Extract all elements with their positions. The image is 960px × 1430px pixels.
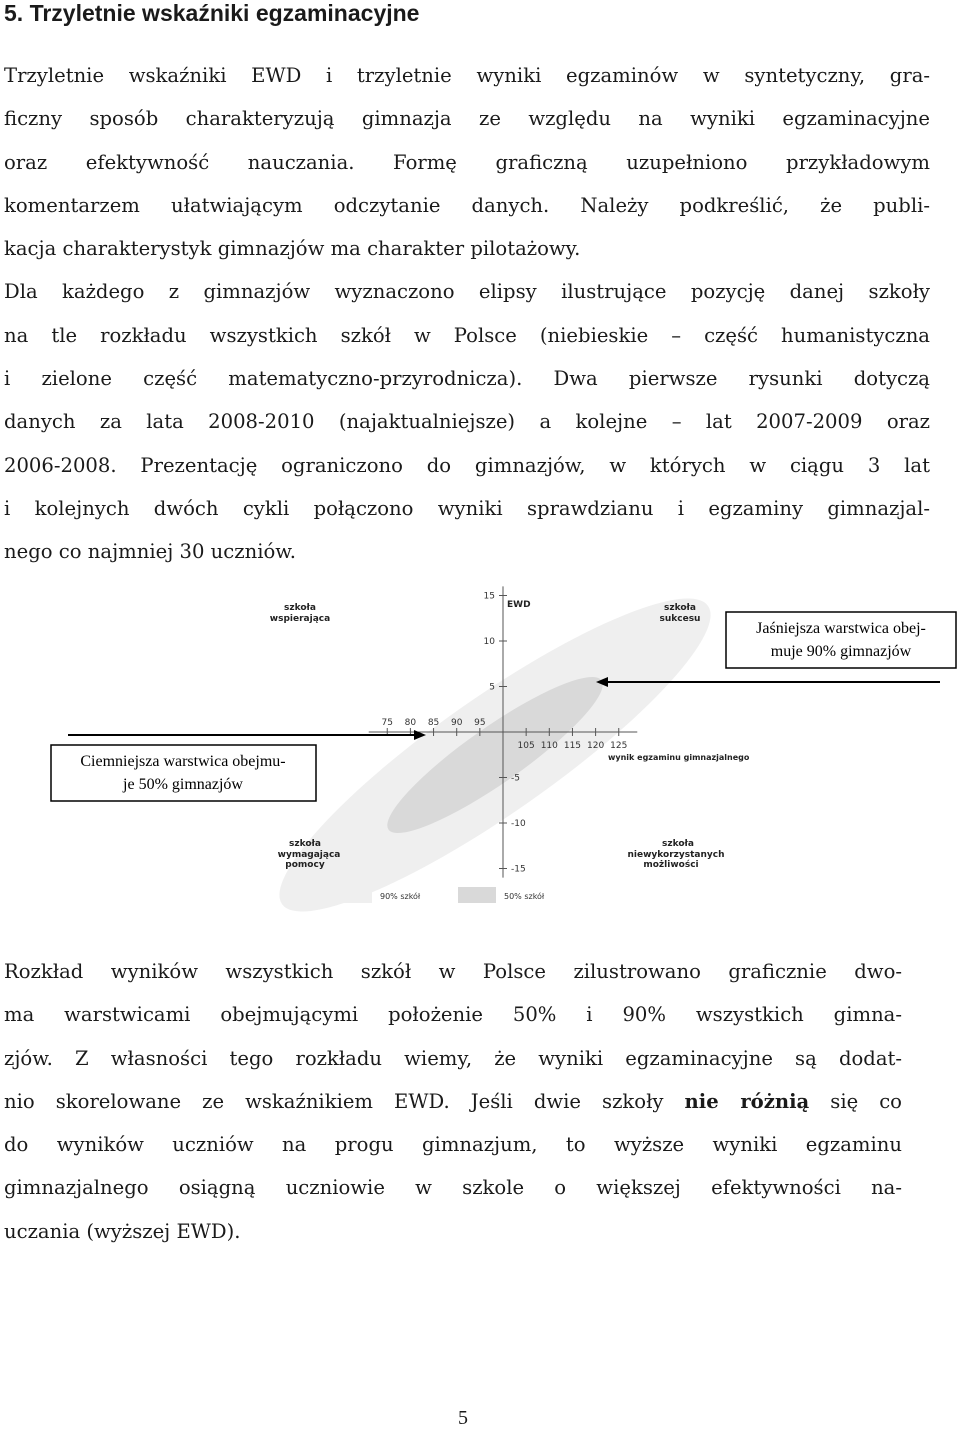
quadrant-label-top-right: szkoła [664,603,696,613]
text-line: komentarzem ułatwiającym odczytanie danych. Należy podkreślić, że publi- [4,193,930,217]
quadrant-label-bottom-left: wymagająca [277,850,341,860]
quadrant-label-bottom-left: pomocy [285,860,325,870]
callout-right-line: Jaśniejsza warstwica obej- [756,620,926,637]
x-tick-label: 105 [517,741,535,751]
text-line: ma warstwicami obejmującymi położenie 50% i 90% wszystkich gimna- [4,1003,902,1027]
text-line: Dla każdego z gimnazjów wyznaczono elipsy ilustrujące pozycję danej szkoły [4,280,930,304]
distribution-paragraph [4,950,902,1253]
legend-swatch-50 [458,887,496,903]
y-tick-label: 5 [489,682,495,693]
x-tick-label: 90 [450,718,463,728]
quadrant-label-bottom-right: możliwości [643,860,699,870]
text-line: kacja charakterystyk gimnazjów ma charakter pilotażowy. [4,237,581,261]
y-tick-label: -5 [511,773,520,784]
legend-label-90: 90% szkół [380,892,421,901]
callout-right-line: muje 90% gimnazjów [770,643,912,660]
quadrant-label-top-right: sukcesu [659,614,701,624]
text-line: oraz efektywność nauczania. Formę graficzną uzupełniono przykładowym [4,150,930,174]
text-line: nego co najmniej 30 uczniów. [4,540,296,564]
text-line: i kolejnych dwóch cykli połączono wyniki sprawdzianu i egzaminy gimnazjal- [4,496,930,520]
x-tick-label: 125 [610,741,628,751]
text-line-with-emphasis [4,1080,902,1123]
text-line: gimnazjalnego osiągną uczniowie w szkole o większej efektywności na- [4,1176,902,1200]
text-line: danych za lata 2008-2010 (najaktualniejsze) a kolejne – lat 2007-2009 oraz [4,410,930,434]
x-tick-label: 80 [404,718,417,728]
page-number: 5 [458,1407,468,1429]
quadrant-label-top-left: wspierająca [269,614,331,624]
text-line: uczania (wyższej EWD). [4,1219,241,1243]
y-tick-label: 15 [483,591,495,602]
section-heading: 5. Trzyletnie wskaźniki egzaminacyjne [4,0,420,26]
x-tick-label: 75 [381,718,393,728]
figure-legend [334,887,545,903]
text-segment: nio skorelowane ze wskaźnikiem EWD. Jeśli dwie szkoły [4,1089,664,1113]
x-tick-label: 110 [540,741,558,751]
x-tick-label: 120 [587,741,605,751]
legend-swatch-90 [334,887,372,903]
text-line: Rozkład wyników wszystkich szkół w Polsce zilustrowano graficznie dwo- [4,960,902,983]
y-tick-label: -15 [511,864,526,875]
callout-left-line: Ciemniejsza warstwica obejmu- [80,753,286,770]
text-line: 2006-2008. Prezentację ograniczono do gimnazjów, w których w ciągu 3 lat [4,453,930,477]
ewd-figure [0,580,960,920]
y-tick-label: 10 [483,637,495,647]
text-line: na tle rozkładu wszystkich szkół w Polsce (niebieskie – część humanistyczna [4,323,930,347]
x-axis-label: wynik egzaminu gimnazjalnego [608,753,750,762]
intro-paragraph [4,54,930,574]
text-line: zjów. Z własności tego rozkładu wiemy, że wyniki egzaminacyjne są dodat- [4,1046,902,1070]
quadrant-label-bottom-right: niewykorzystanych [627,850,725,860]
text-line: i zielone część matematyczno-przyrodnicza). Dwa pierwsze rysunki dotyczą [4,367,930,391]
y-tick-label: -10 [511,819,526,829]
emphasis-text: nie różnią [684,1089,810,1113]
quadrant-label-bottom-right: szkoła [662,839,694,849]
quadrant-label-bottom-left: szkoła [289,839,321,849]
callout-left-line: je 50% gimnazjów [123,776,243,793]
quadrant-label-top-left: szkoła [284,603,316,613]
text-line: ficzny sposób charakteryzują gimnazja ze względu na wyniki egzaminacyjne [4,107,930,131]
text-line: Trzyletnie wskaźniki EWD i trzyletnie wyniki egzaminów w syntetyczny, gra- [4,64,930,87]
legend-label-50: 50% szkół [504,892,545,901]
x-tick-label: 85 [427,718,440,728]
x-tick-label: 95 [474,718,486,728]
x-tick-label: 115 [563,741,582,751]
text-line: do wyników uczniów na progu gimnazjum, to wyższe wyniki egzaminu [4,1133,902,1157]
text-segment: się co [809,1089,902,1113]
y-axis-label: EWD [507,600,531,610]
